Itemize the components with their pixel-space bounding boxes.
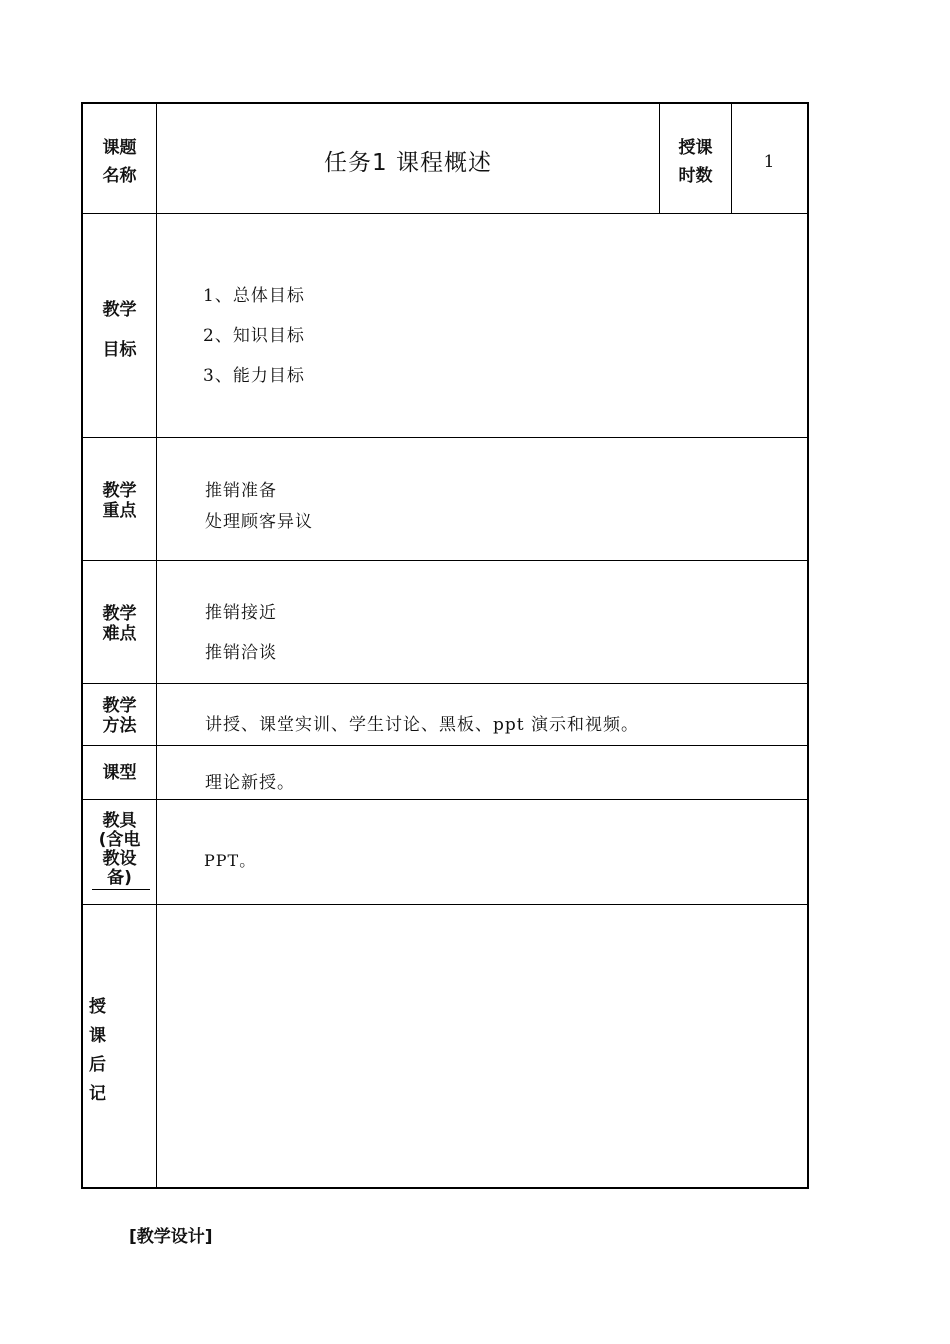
- key-point-item: 推销准备: [205, 481, 277, 501]
- hours-value: 1: [763, 152, 776, 172]
- tools-label-underline: [92, 889, 150, 890]
- hours-label: 授课 时数: [678, 138, 713, 186]
- method-label: 教学 方法: [102, 696, 137, 736]
- notes-area: [157, 905, 807, 1187]
- type-value: 理论新授。: [205, 773, 295, 793]
- teaching-design-heading: [教学设计]: [129, 1227, 213, 1247]
- course-title: 任务1 课程概述: [324, 150, 492, 176]
- lesson-plan-table: [81, 102, 809, 1189]
- objectives-label: 教学 目标: [102, 300, 137, 360]
- notes-label: 授 课 后 记: [89, 997, 106, 1104]
- method-value: 讲授、课堂实训、学生讨论、黑板、ppt 演示和视频。: [205, 715, 639, 735]
- difficulty-item: 推销接近: [205, 603, 277, 623]
- row-divider: [83, 213, 807, 214]
- row-divider: [83, 437, 807, 438]
- row-divider: [83, 745, 807, 746]
- tools-value: PPT。: [204, 851, 257, 870]
- tools-label: 教具 (含电 教设 备): [98, 811, 141, 888]
- type-label: 课型: [102, 763, 137, 783]
- title-label: 课题 名称: [102, 138, 137, 186]
- difficulties-label: 教学 难点: [102, 604, 137, 644]
- objective-item: 3、能力目标: [203, 366, 305, 386]
- objective-item: 1、总体目标: [203, 286, 305, 306]
- key-points-label: 教学 重点: [102, 481, 137, 521]
- row-divider: [83, 560, 807, 561]
- key-point-item: 处理顾客异议: [205, 512, 313, 532]
- row-divider: [83, 683, 807, 684]
- difficulty-item: 推销洽谈: [205, 643, 277, 663]
- row-divider: [83, 799, 807, 800]
- objective-item: 2、知识目标: [203, 326, 305, 346]
